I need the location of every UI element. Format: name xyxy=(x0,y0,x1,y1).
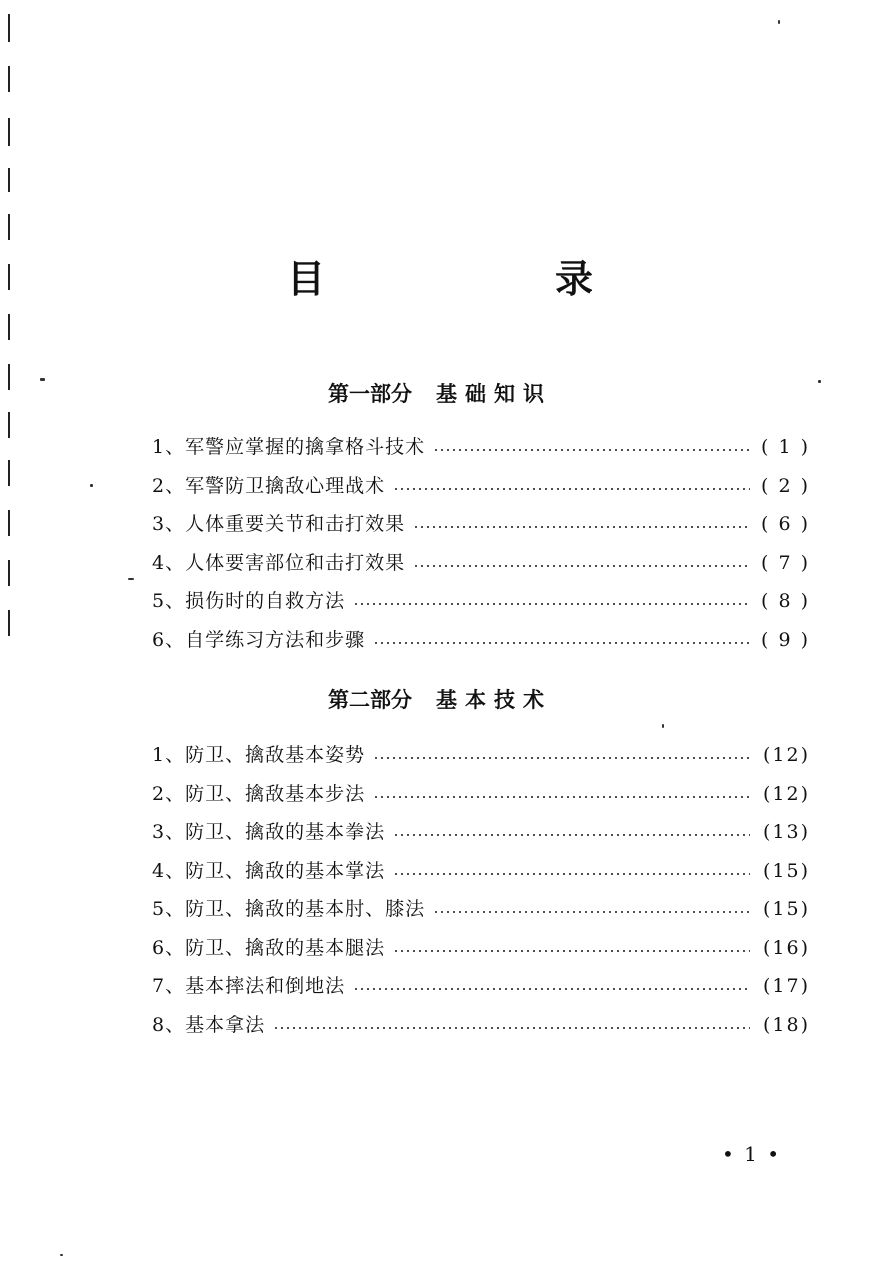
page-number: • 1 • xyxy=(722,1142,782,1166)
toc-entry-label: 7、基本摔法和倒地法 xyxy=(152,975,346,997)
toc-entry-label: 1、军警应掌握的擒拿格斗技术 xyxy=(152,436,426,458)
toc-entry-label: 6、自学练习方法和步骤 xyxy=(152,628,366,651)
dot-leader xyxy=(373,642,750,644)
toc-entry-page: ( 8 ) xyxy=(761,590,810,612)
dot-leader xyxy=(353,988,750,990)
page-title: 目 录 xyxy=(286,257,689,301)
toc-entry-page: (18) xyxy=(762,1013,810,1036)
toc-entry-page: ( 2 ) xyxy=(761,474,810,497)
toc-entry-page: (15) xyxy=(762,898,810,920)
toc-entry-label: 5、损伤时的自救方法 xyxy=(152,590,346,612)
section-part-label: 第一部分 xyxy=(328,382,412,406)
toc-entry[interactable] xyxy=(152,582,810,621)
scan-speck xyxy=(60,1254,63,1256)
toc-entry-page: ( 9 ) xyxy=(761,628,810,651)
toc-entry-label: 6、防卫、擒敌的基本腿法 xyxy=(152,936,386,959)
toc-entry[interactable] xyxy=(152,852,810,891)
toc-entry[interactable] xyxy=(152,736,810,775)
toc-entry-page: ( 1 ) xyxy=(761,436,810,458)
toc-entry-page: (12) xyxy=(762,744,810,766)
dot-leader xyxy=(373,796,750,798)
toc-entry-label: 8、基本拿法 xyxy=(152,1013,266,1036)
dot-leader xyxy=(373,757,750,759)
toc-entry-page: ( 7 ) xyxy=(761,551,810,574)
toc-entry[interactable] xyxy=(152,467,810,506)
toc-entry-label: 1、防卫、擒敌基本姿势 xyxy=(152,744,366,766)
scan-speck xyxy=(662,724,664,728)
toc-entry-page: (12) xyxy=(762,782,810,805)
scan-speck xyxy=(90,484,93,487)
toc-entry-label: 2、军警防卫擒敌心理战术 xyxy=(152,474,386,497)
dot-leader xyxy=(393,834,750,836)
dot-leader xyxy=(393,873,750,875)
dot-leader xyxy=(413,526,750,528)
toc-entry-page: (16) xyxy=(762,936,810,959)
section-heading-part-2 xyxy=(0,684,880,714)
toc-entry[interactable] xyxy=(152,1006,810,1045)
scan-speck xyxy=(778,20,780,24)
dot-leader xyxy=(433,911,750,913)
toc-entry-page: (15) xyxy=(762,859,810,882)
dot-leader xyxy=(393,488,750,490)
toc-entry-page: ( 6 ) xyxy=(761,513,810,535)
section-topic-label: 基本技术 xyxy=(436,688,552,712)
toc-entry[interactable] xyxy=(152,890,810,929)
section-heading-part-1 xyxy=(0,378,880,408)
toc-entry[interactable] xyxy=(152,621,810,660)
toc-entry[interactable] xyxy=(152,544,810,583)
toc-entry-page: (17) xyxy=(762,975,810,997)
toc-entry[interactable] xyxy=(152,929,810,968)
dot-leader xyxy=(413,565,750,567)
toc-entry[interactable] xyxy=(152,428,810,467)
section-topic-label: 基础知识 xyxy=(436,382,552,406)
toc-entry-label: 4、防卫、擒敌的基本掌法 xyxy=(152,859,386,882)
toc-list-part-2 xyxy=(152,736,810,1044)
toc-list-part-1 xyxy=(152,428,810,659)
toc-entry-label: 2、防卫、擒敌基本步法 xyxy=(152,782,366,805)
dot-leader xyxy=(433,449,750,451)
toc-entry-page: (13) xyxy=(762,821,810,843)
toc-entry[interactable] xyxy=(152,775,810,814)
dot-leader xyxy=(393,950,750,952)
scan-edge-marks xyxy=(8,14,12,654)
scan-speck xyxy=(128,578,134,580)
toc-entry-label: 4、人体要害部位和击打效果 xyxy=(152,551,406,574)
toc-entry[interactable] xyxy=(152,505,810,544)
dot-leader xyxy=(353,603,750,605)
toc-entry-label: 5、防卫、擒敌的基本肘、膝法 xyxy=(152,898,426,920)
toc-entry-label: 3、人体重要关节和击打效果 xyxy=(152,513,406,535)
toc-entry-label: 3、防卫、擒敌的基本拳法 xyxy=(152,821,386,843)
toc-entry[interactable] xyxy=(152,967,810,1006)
dot-leader xyxy=(273,1027,750,1029)
toc-entry[interactable] xyxy=(152,813,810,852)
section-part-label: 第二部分 xyxy=(328,688,412,712)
